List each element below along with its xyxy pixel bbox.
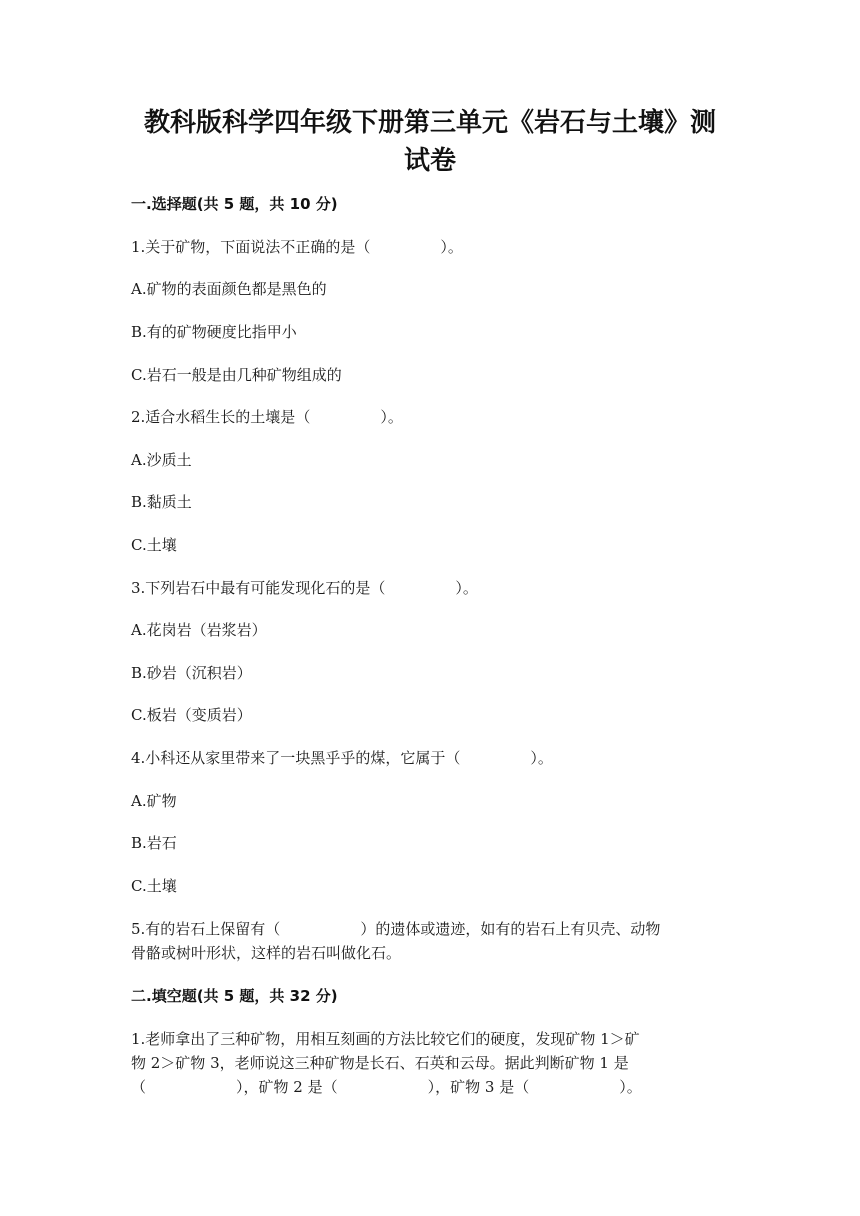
fill-open-paren: （ bbox=[131, 1078, 147, 1096]
question-4-stem-before: 4.小科还从家里带来了一块黑乎乎的煤，它属于（ bbox=[131, 749, 461, 767]
question-1-option-b: B.有的矿物硬度比指甲小 bbox=[131, 323, 297, 341]
question-2-stem-before: 2.适合水稻生长的土壤是（ bbox=[131, 408, 311, 426]
question-4-option-a: A.矿物 bbox=[131, 792, 177, 810]
question-4-stem bbox=[131, 747, 731, 769]
question-5-line-2: 骨骼或树叶形状，这样的岩石叫做化石。 bbox=[131, 944, 402, 962]
question-4-stem-after: ）。 bbox=[530, 749, 553, 767]
question-2-stem-after: ）。 bbox=[380, 408, 403, 426]
section-heading-choice: 一.选择题(共 5 题，共 10 分) bbox=[131, 195, 338, 213]
question-5-before: 5.有的岩石上保留有（ bbox=[131, 920, 281, 938]
question-1-option-a: A.矿物的表面颜色都是黑色的 bbox=[131, 280, 327, 298]
page-title bbox=[130, 104, 730, 180]
question-3-option-b: B.砂岩（沉积岩） bbox=[131, 664, 252, 682]
title-line-2: 试卷 bbox=[403, 146, 456, 176]
question-2-stem bbox=[131, 406, 731, 428]
fill-question-1 bbox=[131, 1027, 731, 1099]
question-2-option-c: C.土壤 bbox=[131, 536, 177, 554]
question-1-option-c: C.岩石一般是由几种矿物组成的 bbox=[131, 366, 342, 384]
question-4-option-b: B.岩石 bbox=[131, 834, 177, 852]
fill-mineral-2-text: ），矿物 2 是（ bbox=[236, 1078, 338, 1096]
question-3-option-c: C.板岩（变质岩） bbox=[131, 706, 252, 724]
question-3-stem-after: ）。 bbox=[455, 579, 478, 597]
question-1-stem-before: 1.关于矿物，下面说法不正确的是（ bbox=[131, 238, 371, 256]
question-2-option-b: B.黏质土 bbox=[131, 493, 192, 511]
fill-question-1-line-3 bbox=[131, 1075, 731, 1099]
fill-question-1-line-1: 1.老师拿出了三种矿物，用相互刻画的方法比较它们的硬度，发现矿物 1＞矿 bbox=[131, 1030, 640, 1048]
question-1-stem bbox=[131, 236, 731, 258]
question-5-line-1 bbox=[131, 917, 731, 941]
question-3-option-a: A.花岗岩（岩浆岩） bbox=[131, 621, 267, 639]
section-heading-fill: 二.填空题(共 5 题，共 32 分) bbox=[131, 987, 338, 1005]
question-1-stem-after: ）。 bbox=[440, 238, 463, 256]
title-line-1: 教科版科学四年级下册第三单元《岩石与土壤》测 bbox=[143, 108, 716, 138]
question-3-stem-before: 3.下列岩石中最有可能发现化石的是（ bbox=[131, 579, 386, 597]
question-4-option-c: C.土壤 bbox=[131, 877, 177, 895]
fill-mineral-3-text: ），矿物 3 是（ bbox=[427, 1078, 530, 1096]
fill-question-1-line-2: 物 2＞矿物 3，老师说这三种矿物是长石、石英和云母。据此判断矿物 1 是 bbox=[131, 1054, 629, 1072]
question-3-stem bbox=[131, 577, 731, 599]
fill-close-paren: ）。 bbox=[619, 1078, 642, 1096]
question-5 bbox=[131, 917, 731, 965]
question-2-option-a: A.沙质土 bbox=[131, 451, 192, 469]
question-5-after: ）的遗体或遗迹，如有的岩石上有贝壳、动物 bbox=[360, 920, 661, 938]
